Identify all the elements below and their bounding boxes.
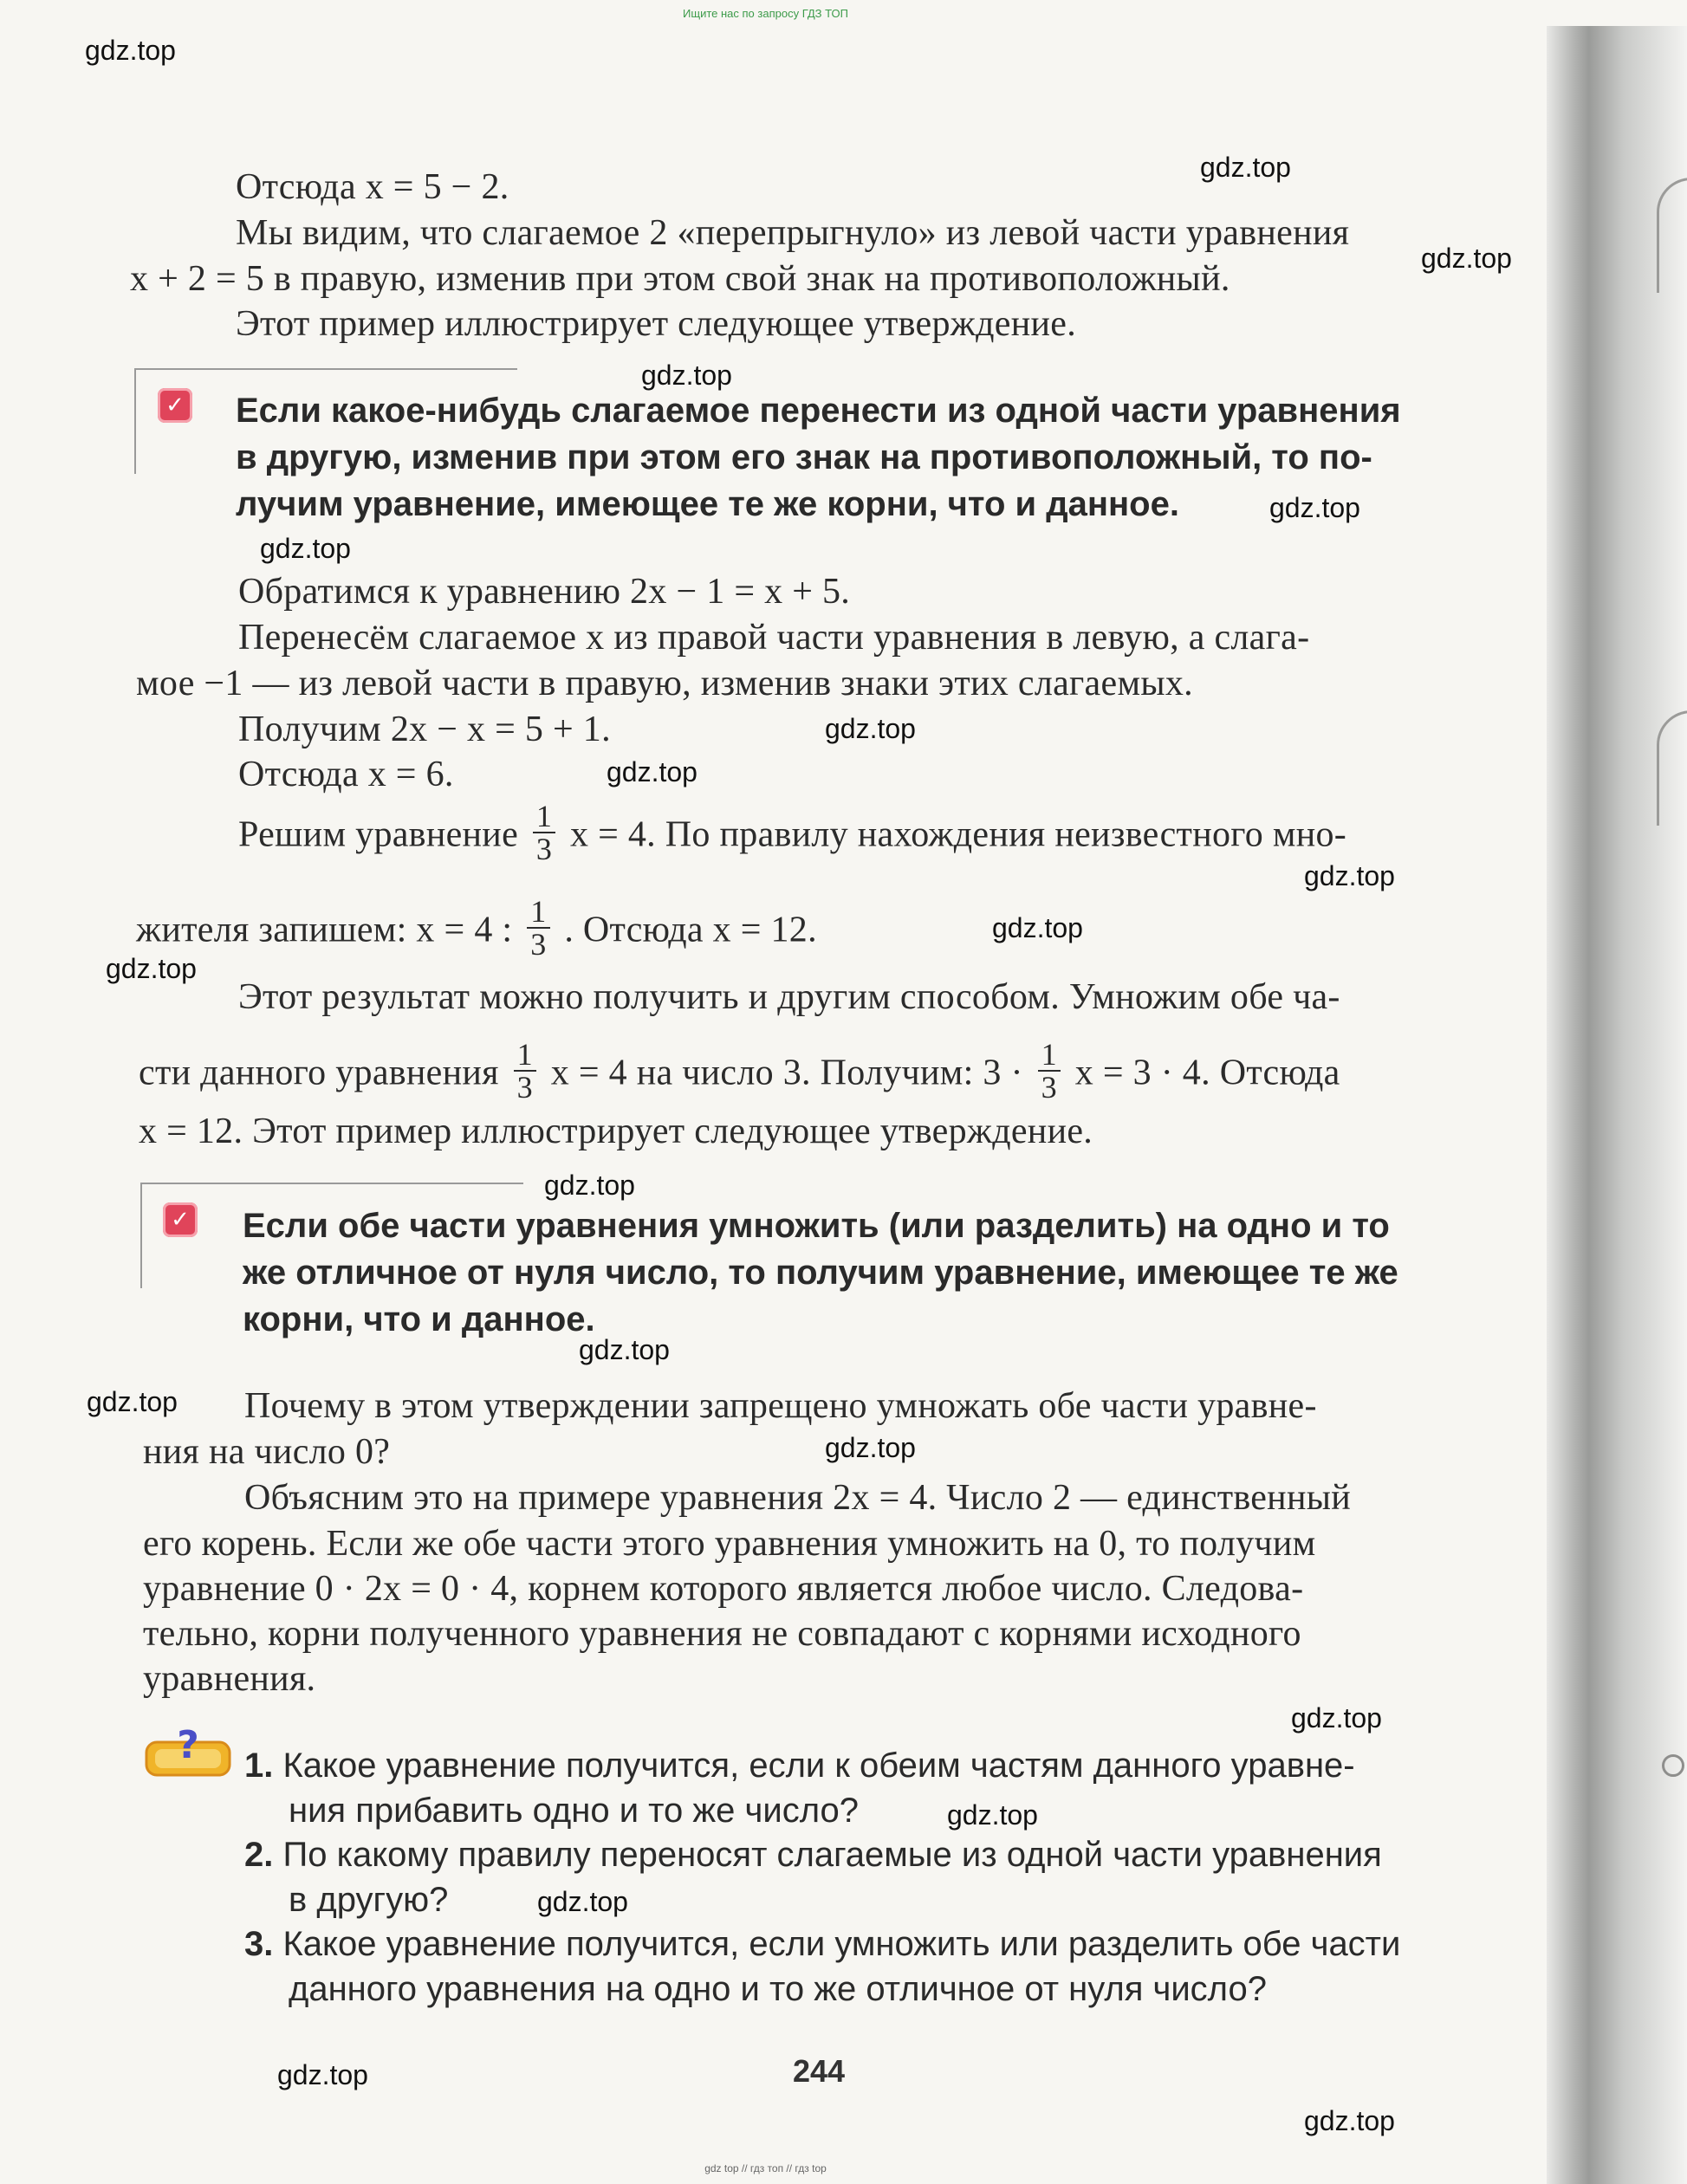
text-segment: x = 3 · 4. Отсюда <box>1074 1053 1340 1093</box>
fraction <box>514 1039 536 1103</box>
question-text: ния прибавить одно и то же число? <box>289 1792 859 1830</box>
question-number: 2. <box>244 1836 274 1874</box>
page-curl-mark <box>1657 710 1687 826</box>
text-segment: . Отсюда x = 12. <box>564 910 817 950</box>
text-line: Отсюда x = 5 − 2. <box>236 167 509 207</box>
question-mark-icon <box>143 1720 234 1780</box>
watermark: gdz.top <box>277 2059 368 2090</box>
rule-check-icon: ✓ <box>163 1202 198 1237</box>
question-text: Какое уравнение получится, если к обеим частям данного уравне- <box>282 1747 1355 1785</box>
rule-line: в другую, изменив при этом его знак на противоположный, то по- <box>236 438 1372 476</box>
watermark: gdz.top <box>1200 152 1291 183</box>
header-ad: Ищите нас по запросу ГДЗ ТОП <box>683 7 848 20</box>
text-segment: жителя запишем: x = 4 : <box>136 910 513 950</box>
question-text: данного уравнения на одно и то же отличное от нуля число? <box>289 1970 1267 2008</box>
footer-ad: gdz top // гдз топ // гдз top <box>704 2162 827 2174</box>
fraction-denominator: 3 <box>535 832 553 866</box>
text-line: Почему в этом утверждении запрещено умножать обе части уравне- <box>244 1386 1317 1426</box>
watermark: gdz.top <box>1304 860 1395 891</box>
text-line: тельно, корни полученного уравнения не совпадают с корнями исходного <box>143 1614 1301 1654</box>
rule-line: Если обе части уравнения умножить (или разделить) на одно и то <box>243 1207 1390 1245</box>
question-number: 3. <box>244 1925 274 1963</box>
watermark: gdz.top <box>1269 492 1360 523</box>
question-number: 1. <box>244 1747 274 1785</box>
watermark: gdz.top <box>537 1886 628 1917</box>
question-2 <box>244 1832 1382 1877</box>
watermark: gdz.top <box>641 360 732 391</box>
text-segment: x = 4. По правилу нахождения неизвестного мно- <box>569 814 1347 855</box>
book-spine-shadow <box>1547 26 1687 2184</box>
text-line: Обратимся к уравнению 2x − 1 = x + 5. <box>238 572 851 612</box>
fraction-numerator: 1 <box>527 896 549 929</box>
rule-check-icon: ✓ <box>158 388 192 423</box>
fraction <box>527 896 549 960</box>
rule-line: Если какое-нибудь слагаемое перенести из одной части уравнения <box>236 392 1401 430</box>
text-line: Мы видим, что слагаемое 2 «перепрыгнуло» из левой части уравнения <box>236 213 1350 253</box>
question-text: Какое уравнение получится, если умножить или разделить обе части <box>282 1925 1401 1963</box>
text-line: Этот результат можно получить и другим способом. Умножим обе ча- <box>238 977 1340 1017</box>
text-line: Получим 2x − x = 5 + 1. <box>238 710 611 749</box>
rule-line: корни, что и данное. <box>243 1300 595 1338</box>
question-text: По какому правилу переносят слагаемые из одной части уравнения <box>282 1836 1382 1874</box>
watermark: gdz.top <box>87 1386 178 1417</box>
text-line: x + 2 = 5 в правую, изменив при этом свой знак на противоположный. <box>130 259 1230 299</box>
question-3 <box>244 1922 1400 1967</box>
rule-line: лучим уравнение, имеющее те же корни, что и данное. <box>236 485 1179 523</box>
watermark: gdz.top <box>544 1170 635 1201</box>
watermark: gdz.top <box>992 912 1083 943</box>
text-line: Объясним это на примере уравнения 2x = 4. Число 2 — единственный <box>244 1478 1352 1518</box>
text-segment: x = 4 на число 3. Получим: 3 · <box>550 1053 1023 1093</box>
text-line-with-fraction <box>136 894 817 965</box>
text-line: Перенесём слагаемое x из правой части уравнения в левую, а слага- <box>238 618 1310 658</box>
text-line: Этот пример иллюстрирует следующее утверждение. <box>236 304 1077 344</box>
text-line: его корень. Если же обе части этого уравнения умножить на 0, то получим <box>143 1524 1316 1564</box>
fraction-denominator: 3 <box>530 927 547 962</box>
text-line: Отсюда x = 6. <box>238 755 454 794</box>
watermark: gdz.top <box>260 533 351 564</box>
page-number: 244 <box>793 2053 846 2089</box>
text-segment: сти данного уравнения <box>139 1053 499 1093</box>
text-line: ния на число 0? <box>143 1432 391 1472</box>
page-curl-mark <box>1657 178 1687 293</box>
text-segment: Решим уравнение <box>238 814 519 855</box>
watermark: gdz.top <box>825 713 916 744</box>
rule-line: же отличное от нуля число, то получим уравнение, имеющее те же <box>243 1254 1398 1292</box>
fraction <box>533 800 555 865</box>
watermark: gdz.top <box>579 1334 670 1365</box>
watermark: gdz.top <box>1291 1702 1382 1734</box>
fraction-denominator: 3 <box>516 1070 533 1105</box>
watermark: gdz.top <box>947 1799 1038 1831</box>
watermark: gdz.top <box>106 953 197 984</box>
text-line: уравнение 0 · 2x = 0 · 4, корнем которого является любое число. Следова- <box>143 1569 1304 1609</box>
question-text: в другую? <box>289 1881 449 1919</box>
fraction-numerator: 1 <box>1038 1039 1061 1072</box>
fraction <box>1038 1039 1061 1103</box>
text-line-with-fraction <box>238 799 1347 870</box>
watermark: gdz.top <box>607 756 698 787</box>
question-1 <box>244 1743 1355 1788</box>
fraction-denominator: 3 <box>1041 1070 1057 1105</box>
fraction-numerator: 1 <box>514 1039 536 1072</box>
text-line: уравнения. <box>143 1659 316 1699</box>
text-line: мое −1 — из левой части в правую, изменив знаки этих слагаемых. <box>136 664 1193 703</box>
text-line-with-fraction <box>139 1037 1340 1108</box>
binding-ring-mark <box>1662 1754 1684 1777</box>
watermark: gdz.top <box>825 1432 916 1463</box>
watermark: gdz.top <box>1421 243 1512 274</box>
text-line: x = 12. Этот пример иллюстрирует следующее утверждение. <box>139 1111 1093 1151</box>
fraction-numerator: 1 <box>533 800 555 833</box>
svg-text:?: ? <box>177 1723 199 1767</box>
watermark: gdz.top <box>1304 2105 1395 2136</box>
watermark: gdz.top <box>85 35 176 66</box>
